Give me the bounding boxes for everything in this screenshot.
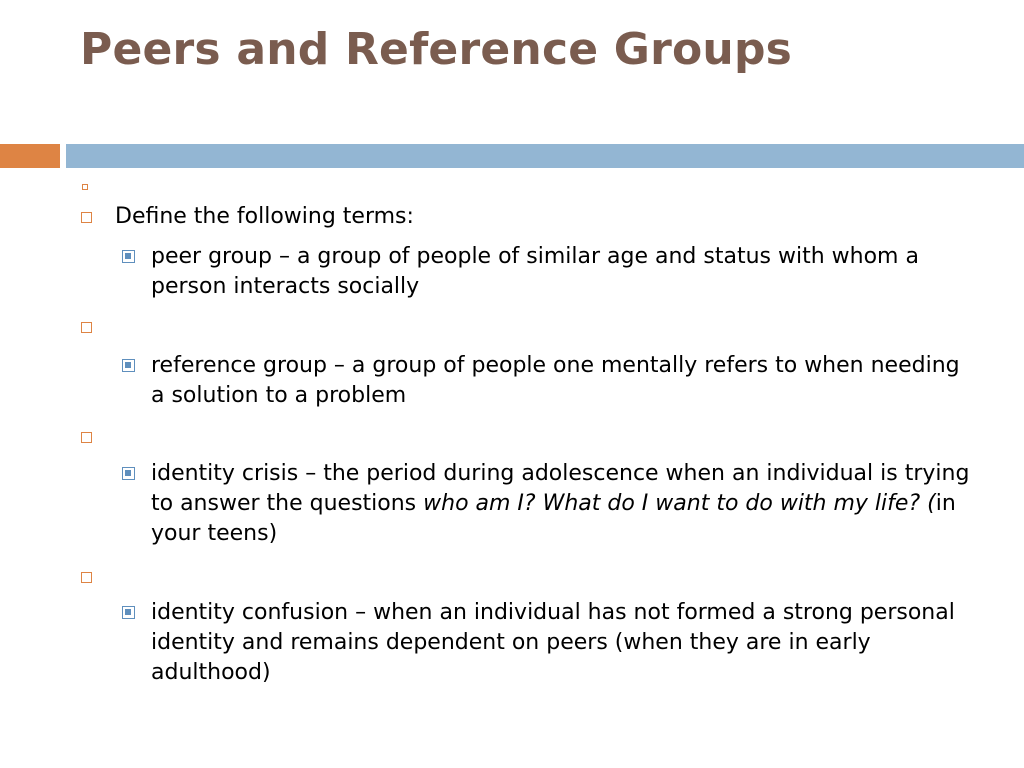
bullet-text-rich [151, 459, 980, 549]
bullet-text-italic: who am I? What do I want to do with my life? ( [423, 491, 936, 516]
blue-square-bullet-icon [122, 359, 135, 372]
tiny-square-bullet-icon [82, 184, 88, 190]
blue-square-bullet-icon [122, 250, 135, 263]
orange-square-bullet-icon [81, 432, 92, 443]
slide-title: Peers and Reference Groups [80, 24, 793, 75]
bullet-level2-item [120, 459, 980, 549]
bullet-level2-item [120, 351, 980, 411]
blue-square-bullet-icon [122, 606, 135, 619]
bullet-text: identity confusion – when an individual has not formed a strong personal identity and remains dependent on peers (when they are in early adulthood) [151, 600, 955, 685]
bullet-text-plain: in your teens) [151, 491, 956, 546]
bullet-level2-item [120, 242, 980, 302]
bullet-text: reference group – a group of people one mentally refers to when needing a solution to a problem [151, 353, 960, 408]
bullet-text-plain: identity crisis – the period during adolescence when an individual is trying to answer the questions [151, 461, 970, 516]
bullet-text: peer group – a group of people of similar age and status with whom a person interacts socially [151, 244, 919, 299]
orange-square-bullet-icon [81, 212, 92, 223]
bullet-level2-item [120, 598, 980, 688]
orange-square-bullet-icon [81, 322, 92, 333]
orange-square-bullet-icon [81, 572, 92, 583]
bullet-text: Define the following terms: [115, 204, 414, 229]
blue-square-bullet-icon [122, 467, 135, 480]
